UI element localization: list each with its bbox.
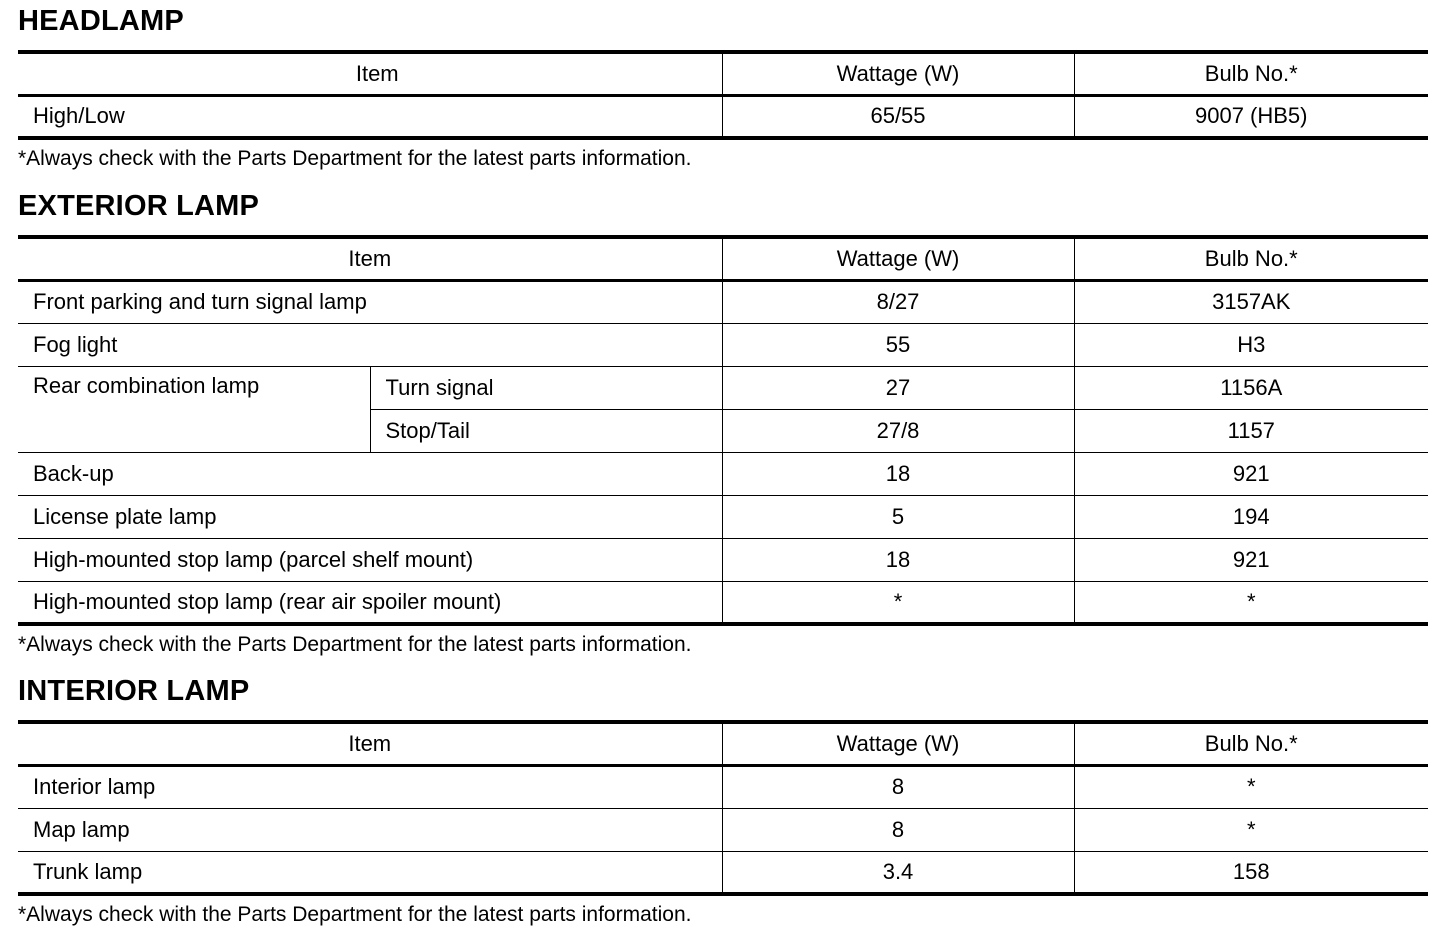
wattage-cell: 18 (722, 538, 1074, 581)
wattage-cell: 8 (722, 765, 1074, 808)
header-item: Item (18, 237, 722, 280)
table-row (18, 366, 1428, 409)
header-wattage: Wattage (W) (722, 722, 1074, 765)
bulb-cell: 9007 (HB5) (1074, 95, 1428, 138)
wattage-cell: 8/27 (722, 280, 1074, 323)
interior-section (18, 672, 1428, 930)
bulb-cell: * (1074, 765, 1428, 808)
bulb-cell: 158 (1074, 851, 1428, 894)
parts-note: *Always check with the Parts Department for the latest parts information. (18, 147, 692, 170)
header-wattage: Wattage (W) (722, 52, 1074, 95)
item-cell: License plate lamp (18, 495, 722, 538)
wattage-cell: 65/55 (722, 95, 1074, 138)
bulb-cell: H3 (1074, 323, 1428, 366)
item-cell: Trunk lamp (18, 851, 722, 894)
item-cell: Interior lamp (18, 765, 722, 808)
item-cell: Back-up (18, 452, 722, 495)
exterior-section (18, 187, 1428, 660)
interior-title: INTERIOR LAMP (18, 675, 250, 707)
parts-note: *Always check with the Parts Department for the latest parts information. (18, 633, 692, 656)
wattage-cell: 5 (722, 495, 1074, 538)
table-row (18, 581, 1428, 624)
table-row (18, 538, 1428, 581)
header-item: Item (18, 52, 722, 95)
bulb-cell: * (1074, 808, 1428, 851)
bulb-cell: 921 (1074, 452, 1428, 495)
wattage-cell: 27/8 (722, 409, 1074, 452)
headlamp-table (18, 50, 1428, 140)
wattage-cell: 3.4 (722, 851, 1074, 894)
wattage-cell: 18 (722, 452, 1074, 495)
bulb-cell: 194 (1074, 495, 1428, 538)
exterior-table (18, 235, 1428, 626)
item-cell: High-mounted stop lamp (parcel shelf mount) (18, 538, 722, 581)
wattage-cell: 55 (722, 323, 1074, 366)
bulb-cell: 3157AK (1074, 280, 1428, 323)
wattage-cell: * (722, 581, 1074, 624)
header-bulb: Bulb No.* (1074, 722, 1428, 765)
header-wattage: Wattage (W) (722, 237, 1074, 280)
table-row (18, 808, 1428, 851)
table-row (18, 95, 1428, 138)
item-cell: Fog light (18, 323, 722, 366)
interior-table (18, 720, 1428, 896)
bulb-cell: * (1074, 581, 1428, 624)
parts-note: *Always check with the Parts Department for the latest parts information. (18, 903, 692, 926)
table-row (18, 765, 1428, 808)
table-row (18, 323, 1428, 366)
table-row (18, 280, 1428, 323)
bulb-cell: 921 (1074, 538, 1428, 581)
bulb-cell: 1156A (1074, 366, 1428, 409)
sub-item-cell: Stop/Tail (370, 409, 722, 452)
bulb-cell: 1157 (1074, 409, 1428, 452)
exterior-title: EXTERIOR LAMP (18, 190, 260, 222)
wattage-cell: 27 (722, 366, 1074, 409)
wattage-cell: 8 (722, 808, 1074, 851)
header-bulb: Bulb No.* (1074, 52, 1428, 95)
table-row (18, 851, 1428, 894)
item-cell: High-mounted stop lamp (rear air spoiler mount) (18, 581, 722, 624)
headlamp-title: HEADLAMP (18, 5, 184, 37)
header-bulb: Bulb No.* (1074, 237, 1428, 280)
item-cell: High/Low (18, 95, 722, 138)
table-row (18, 452, 1428, 495)
sub-item-cell: Turn signal (370, 366, 722, 409)
item-cell: Rear combination lamp (18, 366, 370, 452)
headlamp-section (18, 2, 1428, 174)
item-cell: Front parking and turn signal lamp (18, 280, 722, 323)
table-row (18, 495, 1428, 538)
header-item: Item (18, 722, 722, 765)
item-cell: Map lamp (18, 808, 722, 851)
